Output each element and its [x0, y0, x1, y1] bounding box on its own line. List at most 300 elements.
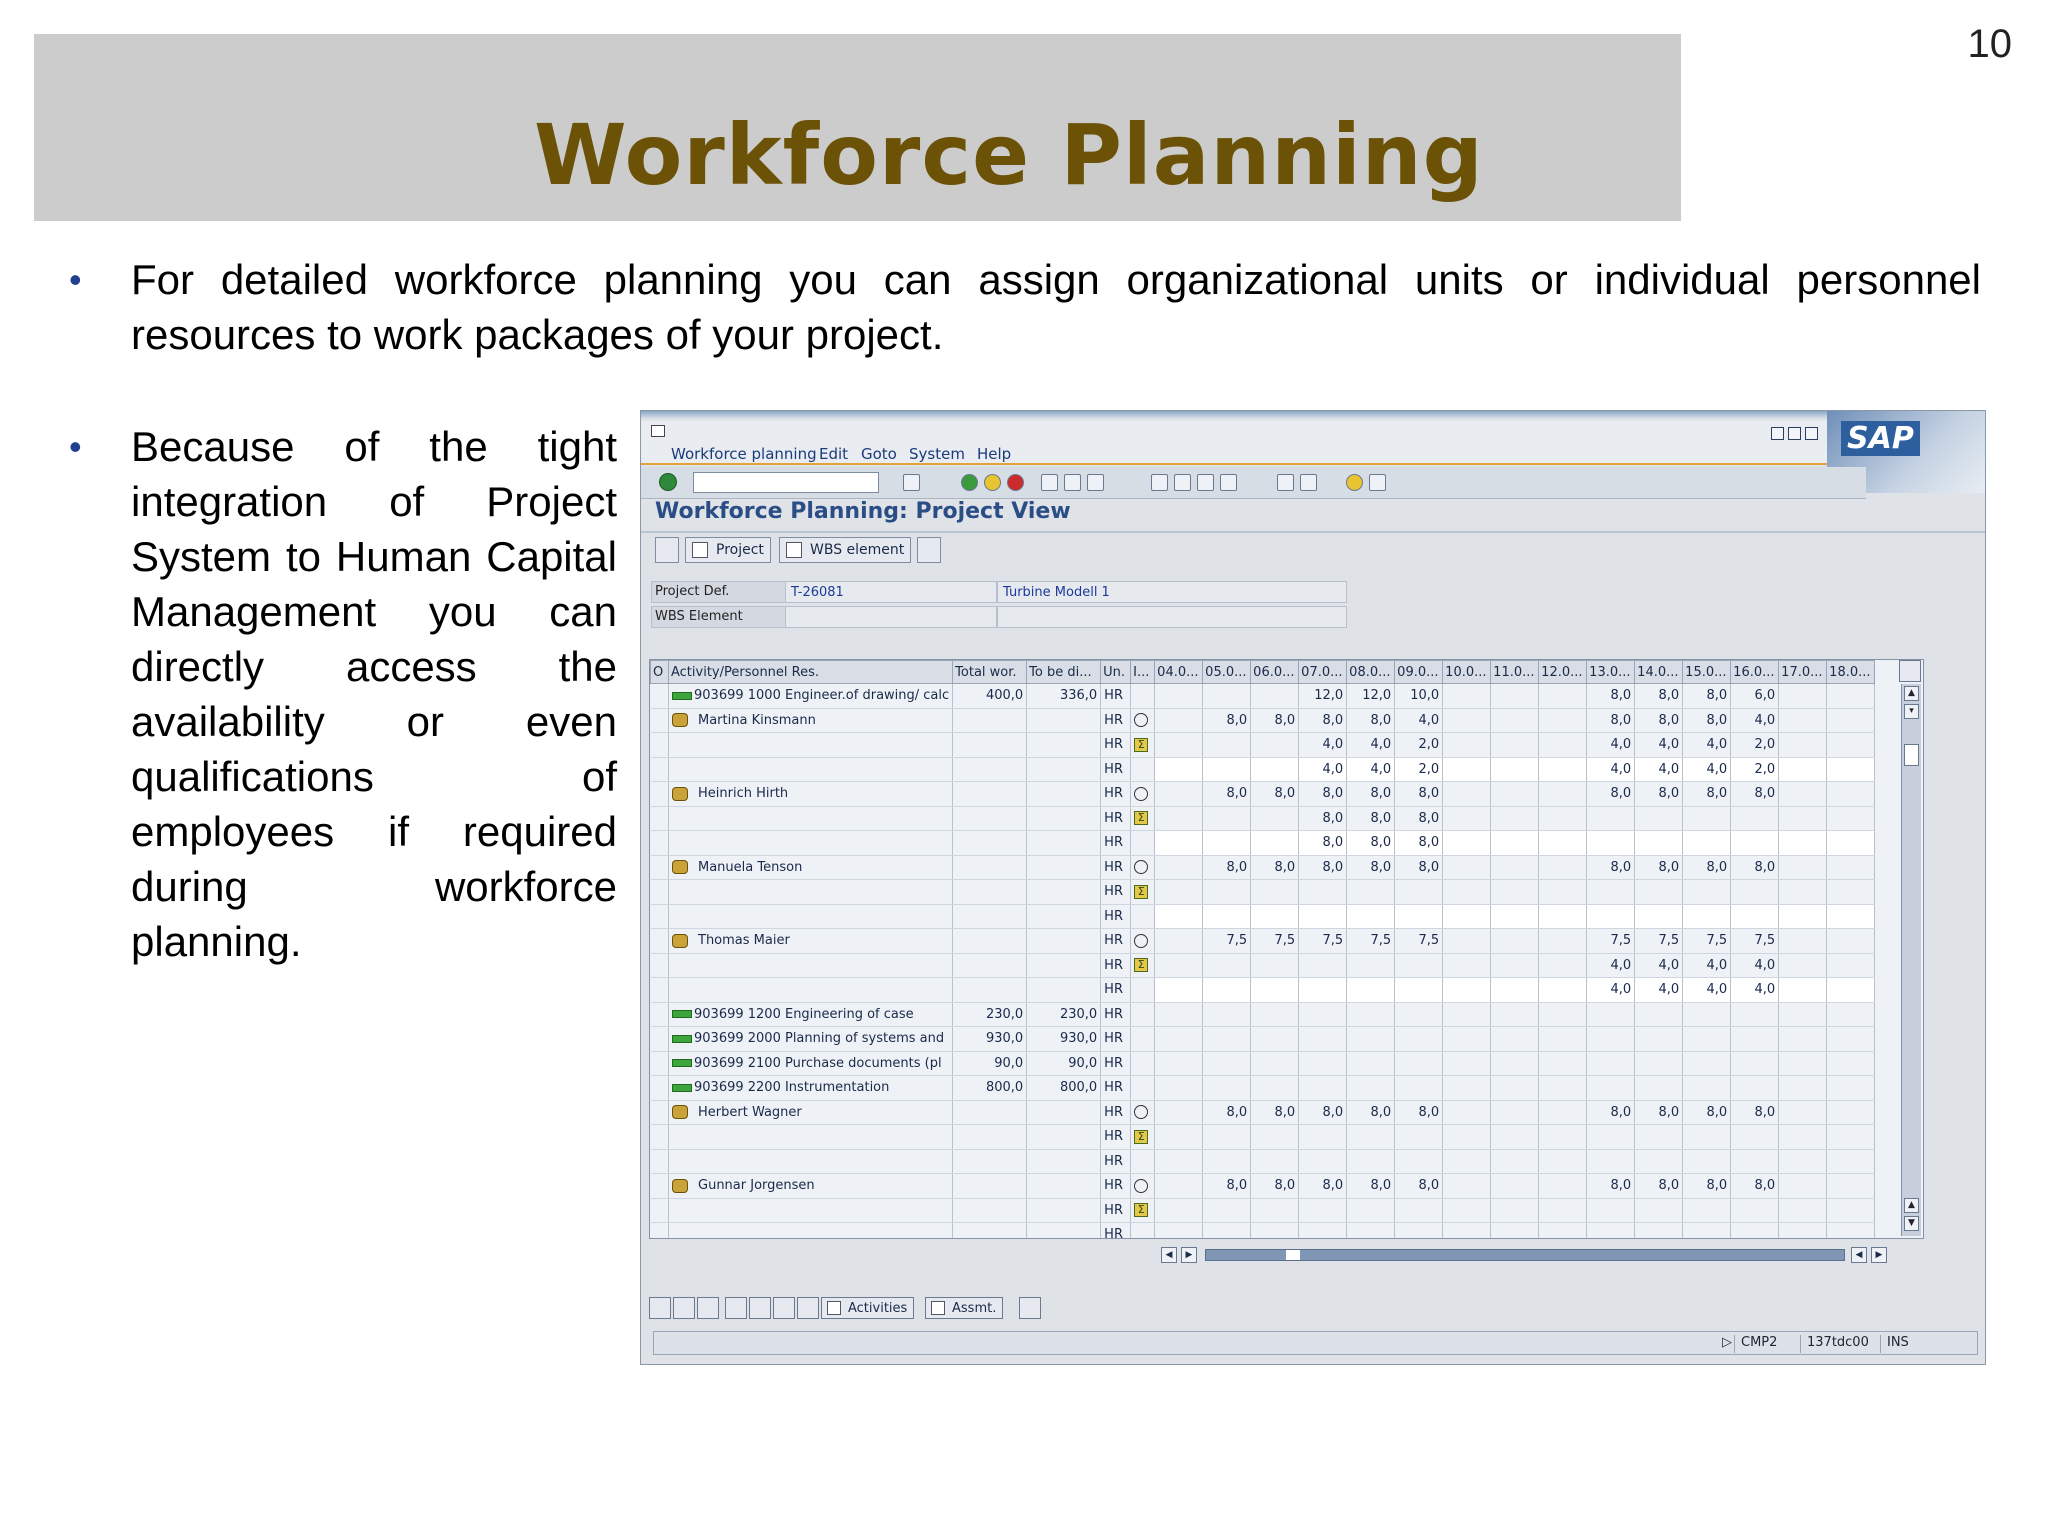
previous-page-icon[interactable]: [1174, 474, 1191, 491]
column-header[interactable]: O: [651, 661, 669, 684]
period-value-cell[interactable]: [1827, 708, 1875, 733]
period-value-cell[interactable]: [1683, 904, 1731, 929]
period-value-cell[interactable]: [1491, 1051, 1539, 1076]
period-value-cell[interactable]: [1443, 1051, 1491, 1076]
period-value-cell[interactable]: [1827, 953, 1875, 978]
period-value-cell[interactable]: [1299, 978, 1347, 1003]
period-value-cell[interactable]: [1395, 1051, 1443, 1076]
period-value-cell[interactable]: [1539, 1125, 1587, 1150]
table-row[interactable]: [651, 978, 1875, 1003]
wbs-element-field[interactable]: [785, 606, 997, 628]
period-value-cell[interactable]: [1779, 684, 1827, 709]
exit-icon[interactable]: [984, 474, 1001, 491]
table-row[interactable]: [651, 782, 1875, 807]
period-value-cell[interactable]: [1779, 831, 1827, 856]
period-value-cell[interactable]: [1251, 1002, 1299, 1027]
period-value-cell[interactable]: [1779, 953, 1827, 978]
period-value-cell[interactable]: [1155, 1027, 1203, 1052]
period-value-cell[interactable]: 8,0: [1251, 1100, 1299, 1125]
period-value-cell[interactable]: [1491, 1100, 1539, 1125]
period-value-cell[interactable]: [1251, 1051, 1299, 1076]
period-value-cell[interactable]: [1299, 1198, 1347, 1223]
period-value-cell[interactable]: [1491, 1125, 1539, 1150]
period-value-cell[interactable]: [1251, 831, 1299, 856]
period-value-cell[interactable]: 8,0: [1395, 855, 1443, 880]
period-value-cell[interactable]: 8,0: [1635, 782, 1683, 807]
period-value-cell[interactable]: [1203, 904, 1251, 929]
period-value-cell[interactable]: 8,0: [1347, 1100, 1395, 1125]
period-value-cell[interactable]: [1491, 1223, 1539, 1240]
period-value-cell[interactable]: [1491, 708, 1539, 733]
period-value-cell[interactable]: [1155, 1174, 1203, 1199]
table-row[interactable]: [651, 733, 1875, 758]
period-value-cell[interactable]: 8,0: [1635, 855, 1683, 880]
period-value-cell[interactable]: [1827, 1076, 1875, 1101]
period-value-cell[interactable]: [1251, 1223, 1299, 1240]
table-row[interactable]: [651, 684, 1875, 709]
period-value-cell[interactable]: 7,5: [1683, 929, 1731, 954]
period-value-cell[interactable]: 4,0: [1683, 733, 1731, 758]
menu-edit[interactable]: Edit: [819, 445, 849, 463]
vertical-scrollbar[interactable]: [1901, 684, 1921, 1236]
clock-icon[interactable]: [1134, 934, 1148, 948]
period-value-cell[interactable]: 8,0: [1683, 684, 1731, 709]
period-value-cell[interactable]: [1203, 1223, 1251, 1240]
table-row[interactable]: [651, 1198, 1875, 1223]
clock-icon[interactable]: [1134, 1105, 1148, 1119]
period-value-cell[interactable]: [1539, 855, 1587, 880]
sum-icon[interactable]: Σ: [1134, 738, 1148, 752]
period-value-cell[interactable]: [1347, 1051, 1395, 1076]
period-value-cell[interactable]: [1347, 880, 1395, 905]
period-value-cell[interactable]: [1491, 1076, 1539, 1101]
period-value-cell[interactable]: [1491, 978, 1539, 1003]
period-value-cell[interactable]: [1683, 1076, 1731, 1101]
period-value-cell[interactable]: 8,0: [1587, 684, 1635, 709]
period-value-cell[interactable]: [1203, 806, 1251, 831]
period-value-cell[interactable]: [1299, 1051, 1347, 1076]
column-header[interactable]: I...: [1131, 661, 1155, 684]
toggle-view-button[interactable]: [655, 537, 679, 563]
column-header[interactable]: 16.0...: [1731, 661, 1779, 684]
column-settings-icon[interactable]: [1899, 660, 1921, 682]
period-value-cell[interactable]: 8,0: [1251, 855, 1299, 880]
period-value-cell[interactable]: 7,5: [1587, 929, 1635, 954]
period-value-cell[interactable]: [1155, 904, 1203, 929]
period-value-cell[interactable]: [1635, 904, 1683, 929]
period-value-cell[interactable]: [1539, 1027, 1587, 1052]
period-value-cell[interactable]: [1395, 1149, 1443, 1174]
period-value-cell[interactable]: [1443, 782, 1491, 807]
save-icon[interactable]: [903, 474, 920, 491]
period-value-cell[interactable]: [1587, 1223, 1635, 1240]
table-row[interactable]: [651, 1002, 1875, 1027]
period-value-cell[interactable]: 8,0: [1299, 1100, 1347, 1125]
period-value-cell[interactable]: [1635, 831, 1683, 856]
page-up-icon[interactable]: ▾: [1904, 704, 1919, 719]
horizontal-scrollbar[interactable]: [1161, 1247, 1909, 1265]
sum-icon[interactable]: Σ: [1134, 811, 1148, 825]
period-value-cell[interactable]: [1827, 1198, 1875, 1223]
period-value-cell[interactable]: [1779, 904, 1827, 929]
period-value-cell[interactable]: [1635, 1149, 1683, 1174]
period-value-cell[interactable]: 8,0: [1731, 1174, 1779, 1199]
period-value-cell[interactable]: 8,0: [1299, 855, 1347, 880]
period-value-cell[interactable]: 7,5: [1299, 929, 1347, 954]
period-value-cell[interactable]: [1587, 880, 1635, 905]
period-value-cell[interactable]: [1347, 1198, 1395, 1223]
period-value-cell[interactable]: [1683, 880, 1731, 905]
assignment-button[interactable]: [925, 1297, 1003, 1319]
period-value-cell[interactable]: 4,0: [1635, 757, 1683, 782]
activities-button[interactable]: [821, 1297, 914, 1319]
period-value-cell[interactable]: 8,0: [1347, 708, 1395, 733]
period-value-cell[interactable]: [1347, 1002, 1395, 1027]
period-value-cell[interactable]: [1683, 1002, 1731, 1027]
period-value-cell[interactable]: [1491, 1149, 1539, 1174]
period-value-cell[interactable]: [1827, 1149, 1875, 1174]
period-value-cell[interactable]: [1827, 782, 1875, 807]
period-value-cell[interactable]: 8,0: [1251, 708, 1299, 733]
email-icon[interactable]: [773, 1297, 795, 1319]
period-value-cell[interactable]: [1299, 1149, 1347, 1174]
scroll-left-icon[interactable]: ◀: [1161, 1247, 1177, 1263]
period-value-cell[interactable]: [1491, 1002, 1539, 1027]
period-value-cell[interactable]: [1587, 831, 1635, 856]
period-value-cell[interactable]: [1203, 880, 1251, 905]
period-value-cell[interactable]: [1251, 1125, 1299, 1150]
table-row[interactable]: [651, 1223, 1875, 1240]
table-row[interactable]: [651, 708, 1875, 733]
period-value-cell[interactable]: [1155, 708, 1203, 733]
menu-workforce-planning[interactable]: Workforce planning: [671, 445, 817, 463]
period-value-cell[interactable]: [1539, 1198, 1587, 1223]
period-value-cell[interactable]: [1587, 1051, 1635, 1076]
period-value-cell[interactable]: [1683, 1223, 1731, 1240]
period-value-cell[interactable]: [1347, 1149, 1395, 1174]
period-value-cell[interactable]: [1299, 1125, 1347, 1150]
period-value-cell[interactable]: [1443, 1027, 1491, 1052]
period-value-cell[interactable]: [1491, 1027, 1539, 1052]
period-value-cell[interactable]: [1827, 684, 1875, 709]
period-value-cell[interactable]: [1539, 757, 1587, 782]
column-header[interactable]: 05.0...: [1203, 661, 1251, 684]
period-value-cell[interactable]: 8,0: [1731, 1100, 1779, 1125]
period-value-cell[interactable]: [1395, 880, 1443, 905]
table-row[interactable]: [651, 1149, 1875, 1174]
sum-icon[interactable]: Σ: [1134, 1203, 1148, 1217]
period-value-cell[interactable]: [1827, 855, 1875, 880]
close-icon[interactable]: [1805, 427, 1818, 440]
period-value-cell[interactable]: [1395, 1125, 1443, 1150]
period-value-cell[interactable]: 8,0: [1203, 1100, 1251, 1125]
layout-menu-icon[interactable]: [1369, 474, 1386, 491]
period-value-cell[interactable]: 4,0: [1731, 978, 1779, 1003]
period-value-cell[interactable]: [1491, 855, 1539, 880]
period-value-cell[interactable]: 8,0: [1347, 806, 1395, 831]
period-value-cell[interactable]: [1491, 953, 1539, 978]
status-expand-icon[interactable]: ▷: [1722, 1335, 1732, 1350]
period-value-cell[interactable]: 8,0: [1683, 782, 1731, 807]
period-value-cell[interactable]: [1827, 904, 1875, 929]
period-value-cell[interactable]: [1779, 733, 1827, 758]
period-value-cell[interactable]: [1443, 855, 1491, 880]
period-value-cell[interactable]: [1827, 1125, 1875, 1150]
period-value-cell[interactable]: [1443, 757, 1491, 782]
period-value-cell[interactable]: [1443, 1223, 1491, 1240]
period-value-cell[interactable]: 2,0: [1731, 733, 1779, 758]
period-value-cell[interactable]: [1779, 1198, 1827, 1223]
period-value-cell[interactable]: [1443, 708, 1491, 733]
period-value-cell[interactable]: 8,0: [1203, 855, 1251, 880]
period-value-cell[interactable]: 8,0: [1203, 708, 1251, 733]
period-value-cell[interactable]: [1779, 1125, 1827, 1150]
period-value-cell[interactable]: [1155, 953, 1203, 978]
new-session-icon[interactable]: [1277, 474, 1294, 491]
column-header[interactable]: To be di...: [1027, 661, 1101, 684]
period-value-cell[interactable]: 4,0: [1683, 953, 1731, 978]
period-value-cell[interactable]: [1683, 1125, 1731, 1150]
period-value-cell[interactable]: 8,0: [1203, 782, 1251, 807]
period-value-cell[interactable]: [1299, 1002, 1347, 1027]
period-value-cell[interactable]: [1539, 953, 1587, 978]
period-value-cell[interactable]: [1155, 1076, 1203, 1101]
sum-icon[interactable]: Σ: [1134, 885, 1148, 899]
period-value-cell[interactable]: [1779, 708, 1827, 733]
column-header[interactable]: Activity/Personnel Res.: [669, 661, 953, 684]
period-value-cell[interactable]: 8,0: [1395, 782, 1443, 807]
period-value-cell[interactable]: 4,0: [1347, 733, 1395, 758]
distribute-icon[interactable]: [749, 1297, 771, 1319]
period-value-cell[interactable]: 8,0: [1683, 1100, 1731, 1125]
minimize-icon[interactable]: [1771, 427, 1784, 440]
period-value-cell[interactable]: 8,0: [1635, 1174, 1683, 1199]
period-value-cell[interactable]: 8,0: [1683, 1174, 1731, 1199]
column-header[interactable]: Un.: [1101, 661, 1131, 684]
first-page-icon[interactable]: [1151, 474, 1168, 491]
period-value-cell[interactable]: [1491, 880, 1539, 905]
menu-goto[interactable]: Goto: [861, 445, 897, 463]
period-value-cell[interactable]: 8,0: [1635, 684, 1683, 709]
period-value-cell[interactable]: [1539, 1051, 1587, 1076]
period-value-cell[interactable]: [1299, 1027, 1347, 1052]
period-value-cell[interactable]: [1779, 929, 1827, 954]
period-value-cell[interactable]: 8,0: [1395, 831, 1443, 856]
period-value-cell[interactable]: [1683, 831, 1731, 856]
period-value-cell[interactable]: 7,5: [1635, 929, 1683, 954]
print-icon[interactable]: [1041, 474, 1058, 491]
period-value-cell[interactable]: [1443, 733, 1491, 758]
period-value-cell[interactable]: 8,0: [1683, 855, 1731, 880]
period-value-cell[interactable]: [1155, 1100, 1203, 1125]
period-value-cell[interactable]: [1155, 782, 1203, 807]
command-field[interactable]: [693, 472, 879, 493]
period-value-cell[interactable]: [1539, 929, 1587, 954]
period-value-cell[interactable]: 4,0: [1635, 733, 1683, 758]
period-value-cell[interactable]: 4,0: [1731, 953, 1779, 978]
period-value-cell[interactable]: [1203, 831, 1251, 856]
delete-icon[interactable]: [673, 1297, 695, 1319]
page-right-icon[interactable]: ▶: [1871, 1247, 1887, 1263]
period-value-cell[interactable]: [1299, 1076, 1347, 1101]
period-value-cell[interactable]: [1443, 1125, 1491, 1150]
period-value-cell[interactable]: [1827, 1223, 1875, 1240]
period-value-cell[interactable]: 8,0: [1395, 806, 1443, 831]
period-value-cell[interactable]: [1779, 757, 1827, 782]
scroll-right-small-icon[interactable]: ▶: [1181, 1247, 1197, 1263]
period-value-cell[interactable]: [1155, 929, 1203, 954]
period-value-cell[interactable]: [1731, 1027, 1779, 1052]
period-value-cell[interactable]: [1443, 880, 1491, 905]
period-value-cell[interactable]: [1539, 708, 1587, 733]
period-value-cell[interactable]: [1491, 733, 1539, 758]
period-value-cell[interactable]: [1731, 806, 1779, 831]
period-value-cell[interactable]: [1443, 929, 1491, 954]
period-value-cell[interactable]: [1587, 1149, 1635, 1174]
period-value-cell[interactable]: [1587, 1002, 1635, 1027]
clock-icon[interactable]: [1134, 787, 1148, 801]
period-value-cell[interactable]: [1347, 1027, 1395, 1052]
period-value-cell[interactable]: [1731, 1002, 1779, 1027]
table-row[interactable]: [651, 929, 1875, 954]
period-value-cell[interactable]: [1731, 904, 1779, 929]
period-value-cell[interactable]: [1779, 782, 1827, 807]
period-value-cell[interactable]: [1539, 1002, 1587, 1027]
period-value-cell[interactable]: 4,0: [1395, 708, 1443, 733]
period-value-cell[interactable]: [1731, 1125, 1779, 1150]
period-value-cell[interactable]: 12,0: [1299, 684, 1347, 709]
project-button[interactable]: [685, 537, 771, 563]
period-value-cell[interactable]: [1299, 904, 1347, 929]
period-value-cell[interactable]: [1539, 1076, 1587, 1101]
table-row[interactable]: [651, 1076, 1875, 1101]
column-header[interactable]: 12.0...: [1539, 661, 1587, 684]
horizontal-thumb[interactable]: [1286, 1250, 1300, 1260]
period-value-cell[interactable]: [1683, 1149, 1731, 1174]
period-value-cell[interactable]: [1251, 733, 1299, 758]
period-value-cell[interactable]: [1203, 684, 1251, 709]
clock-icon[interactable]: [1134, 860, 1148, 874]
column-header[interactable]: 09.0...: [1395, 661, 1443, 684]
table-row[interactable]: [651, 831, 1875, 856]
period-value-cell[interactable]: [1539, 880, 1587, 905]
period-value-cell[interactable]: 8,0: [1635, 1100, 1683, 1125]
column-header[interactable]: 06.0...: [1251, 661, 1299, 684]
period-value-cell[interactable]: [1443, 806, 1491, 831]
period-value-cell[interactable]: 6,0: [1731, 684, 1779, 709]
period-value-cell[interactable]: [1779, 1002, 1827, 1027]
period-value-cell[interactable]: [1779, 1076, 1827, 1101]
period-value-cell[interactable]: 8,0: [1731, 782, 1779, 807]
period-value-cell[interactable]: [1251, 904, 1299, 929]
period-value-cell[interactable]: [1251, 684, 1299, 709]
period-value-cell[interactable]: 4,0: [1299, 757, 1347, 782]
period-value-cell[interactable]: [1779, 806, 1827, 831]
period-value-cell[interactable]: 8,0: [1347, 831, 1395, 856]
period-value-cell[interactable]: [1491, 831, 1539, 856]
period-value-cell[interactable]: 8,0: [1587, 1174, 1635, 1199]
period-value-cell[interactable]: [1539, 1100, 1587, 1125]
menu-system[interactable]: System: [909, 445, 965, 463]
period-value-cell[interactable]: [1779, 1100, 1827, 1125]
period-value-cell[interactable]: 4,0: [1587, 733, 1635, 758]
period-value-cell[interactable]: [1395, 953, 1443, 978]
period-value-cell[interactable]: [1155, 1002, 1203, 1027]
period-value-cell[interactable]: [1251, 880, 1299, 905]
create-icon[interactable]: [649, 1297, 671, 1319]
period-value-cell[interactable]: [1443, 684, 1491, 709]
period-value-cell[interactable]: [1443, 1174, 1491, 1199]
period-value-cell[interactable]: 4,0: [1587, 953, 1635, 978]
period-value-cell[interactable]: [1443, 831, 1491, 856]
period-value-cell[interactable]: 8,0: [1203, 1174, 1251, 1199]
period-value-cell[interactable]: [1731, 880, 1779, 905]
period-value-cell[interactable]: [1587, 1076, 1635, 1101]
period-value-cell[interactable]: 8,0: [1347, 1174, 1395, 1199]
period-value-cell[interactable]: [1587, 1027, 1635, 1052]
window-menu-icon[interactable]: [651, 425, 665, 437]
period-value-cell[interactable]: [1251, 1076, 1299, 1101]
period-value-cell[interactable]: [1203, 757, 1251, 782]
period-value-cell[interactable]: [1731, 1198, 1779, 1223]
period-value-cell[interactable]: [1155, 684, 1203, 709]
period-value-cell[interactable]: 8,0: [1299, 831, 1347, 856]
period-value-cell[interactable]: 7,5: [1347, 929, 1395, 954]
period-value-cell[interactable]: [1731, 1076, 1779, 1101]
period-value-cell[interactable]: [1203, 1027, 1251, 1052]
period-value-cell[interactable]: [1827, 978, 1875, 1003]
period-value-cell[interactable]: [1155, 831, 1203, 856]
period-value-cell[interactable]: 8,0: [1395, 1100, 1443, 1125]
period-value-cell[interactable]: [1491, 904, 1539, 929]
period-value-cell[interactable]: [1203, 1125, 1251, 1150]
period-value-cell[interactable]: [1635, 1223, 1683, 1240]
period-value-cell[interactable]: 8,0: [1587, 1100, 1635, 1125]
column-header[interactable]: 07.0...: [1299, 661, 1347, 684]
period-value-cell[interactable]: [1539, 684, 1587, 709]
period-value-cell[interactable]: [1203, 1198, 1251, 1223]
table-row[interactable]: [651, 880, 1875, 905]
sum-icon[interactable]: Σ: [1134, 1130, 1148, 1144]
period-value-cell[interactable]: 2,0: [1395, 733, 1443, 758]
period-value-cell[interactable]: 8,0: [1395, 1174, 1443, 1199]
period-value-cell[interactable]: [1491, 929, 1539, 954]
period-value-cell[interactable]: [1827, 880, 1875, 905]
period-value-cell[interactable]: [1635, 1076, 1683, 1101]
scroll-up-icon[interactable]: ▲: [1904, 686, 1919, 701]
period-value-cell[interactable]: 2,0: [1395, 757, 1443, 782]
period-value-cell[interactable]: 4,0: [1683, 757, 1731, 782]
period-value-cell[interactable]: [1395, 1002, 1443, 1027]
period-value-cell[interactable]: [1155, 880, 1203, 905]
period-value-cell[interactable]: [1779, 880, 1827, 905]
period-value-cell[interactable]: 8,0: [1299, 708, 1347, 733]
period-value-cell[interactable]: [1731, 831, 1779, 856]
find-next-icon[interactable]: [1087, 474, 1104, 491]
period-value-cell[interactable]: 8,0: [1299, 782, 1347, 807]
period-value-cell[interactable]: [1155, 1051, 1203, 1076]
shortcut-icon[interactable]: [1300, 474, 1317, 491]
period-value-cell[interactable]: [1155, 1125, 1203, 1150]
period-value-cell[interactable]: [1779, 1223, 1827, 1240]
next-page-icon[interactable]: [1197, 474, 1214, 491]
period-value-cell[interactable]: [1395, 1027, 1443, 1052]
find-icon[interactable]: [1064, 474, 1081, 491]
period-value-cell[interactable]: [1635, 1051, 1683, 1076]
project-def-field[interactable]: T-26081: [785, 581, 997, 603]
details-icon[interactable]: [725, 1297, 747, 1319]
period-value-cell[interactable]: [1539, 782, 1587, 807]
